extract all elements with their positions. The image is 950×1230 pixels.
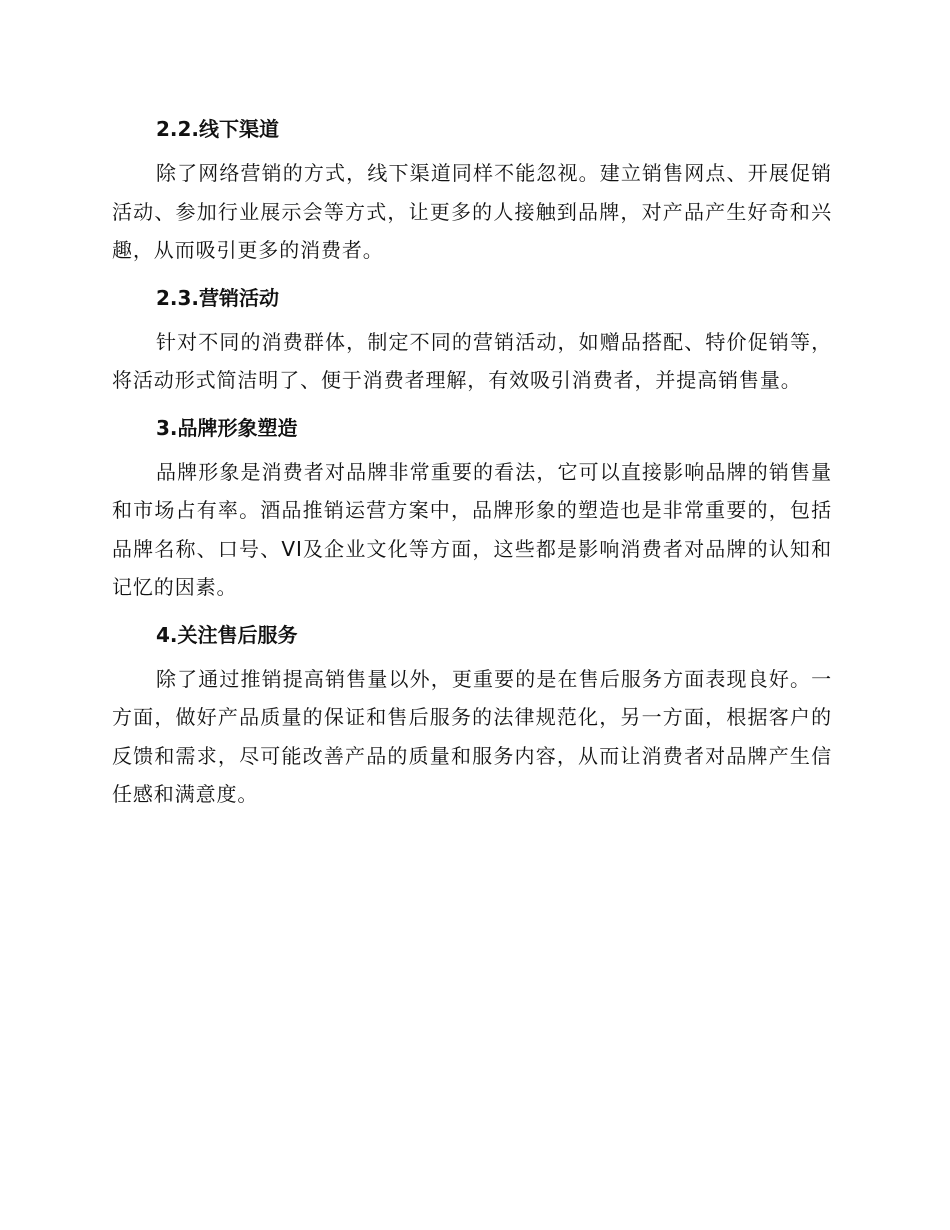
- section-heading: 2.3.营销活动: [156, 285, 280, 310]
- section-offline-channels: [112, 110, 832, 270]
- section-paragraph: 除了网络营销的方式，线下渠道同样不能忽视。建立销售网点、开展促销活动、参加行业展示会等方式，让更多的人接触到品牌，对产品产生好奇和兴趣，从而吸引更多的消费者。: [112, 161, 832, 262]
- section-heading: 2.2.线下渠道: [156, 117, 280, 141]
- section-brand-image: [112, 409, 832, 607]
- section-marketing-activities: [112, 279, 832, 400]
- document-body: [112, 110, 832, 823]
- section-paragraph: 针对不同的消费群体，制定不同的营销活动，如赠品搭配、特价促销等，将活动形式简洁明了、便于消费者理解，有效吸引消费者，并提高销售量。: [112, 329, 832, 392]
- section-heading: 4.关注售后服务: [156, 622, 298, 647]
- section-paragraph: 除了通过推销提高销售量以外，更重要的是在售后服务方面表现良好。一方面，做好产品质量的保证和售后服务的法律规范化，另一方面，根据客户的反馈和需求，尽可能改善产品的质量和服务内容，从而让消费者对品牌产生信任感和满意度。: [112, 666, 832, 806]
- section-heading: 3.品牌形象塑造: [156, 415, 298, 440]
- section-after-sales: [112, 616, 832, 814]
- section-paragraph: 品牌形象是消费者对品牌非常重要的看法，它可以直接影响品牌的销售量和市场占有率。酒品推销运营方案中，品牌形象的塑造也是非常重要的，包括品牌名称、口号、VI及企业文化等方面，这些都是影响消费者对品牌的认知和记忆的因素。: [112, 459, 832, 599]
